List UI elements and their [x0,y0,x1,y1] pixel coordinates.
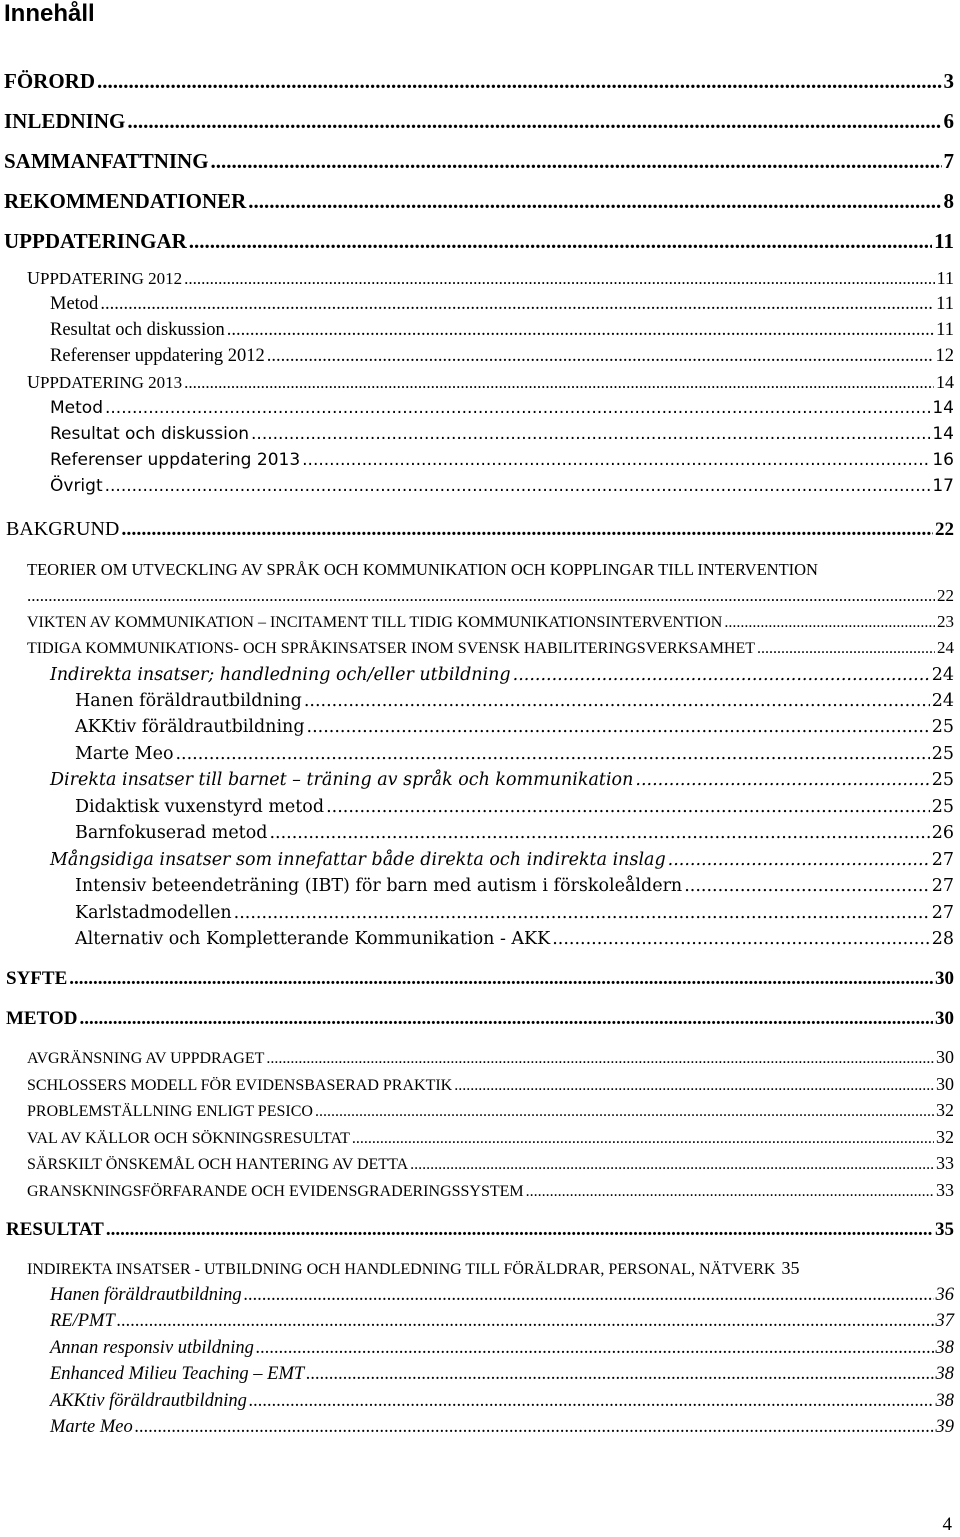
toc-leader [121,518,933,541]
toc-entry-uppdatering-2012[interactable] [27,268,954,289]
toc-label: VIKTEN AV KOMMUNIKATION – INCITAMENT TILL TIDIG KOMMUNIKATIONSINTERVENTION [27,614,723,631]
toc-label: UPPDATERING 2013 [27,372,183,392]
toc-leader [326,797,930,817]
toc-entry-uppdateringar[interactable] [4,229,954,254]
toc-entry-2013-metod[interactable] [50,398,954,418]
toc-leader [117,1311,934,1332]
toc-entry-akktiv-2[interactable] [50,1391,954,1412]
toc-label: Hanen föräldrautbildning [50,1285,242,1305]
toc-label: Karlstadmodellen [75,903,232,923]
toc-label: Intensiv beteendeträning (IBT) för barn med autism i förskoleåldern [75,876,683,896]
toc-page: 32 [936,1127,954,1147]
toc-label: TIDIGA KOMMUNIKATIONS- OCH SPRÅKINSATSER INOM SVENSK HABILITERINGSVERKSAMHET [27,640,756,657]
toc-page: 27 [931,850,954,870]
toc-entry-2013-referenser[interactable] [50,450,954,470]
toc-leader [127,109,941,134]
toc-entry-teorier[interactable] [27,586,954,606]
toc-leader [79,1008,933,1030]
toc-page: 25 [931,717,954,737]
toc-entry-akk[interactable] [75,929,954,949]
toc-leader [251,424,930,444]
toc-leader [668,850,930,870]
toc-leader [184,269,935,289]
toc-label: SÄRSKILT ÖNSKEMÅL OCH HANTERING AV DETTA [27,1156,409,1173]
toc-entry-problemstallning[interactable] [27,1100,954,1121]
toc-leader [526,1183,934,1201]
toc-page: 11 [934,229,954,253]
toc-page: 39 [935,1417,954,1437]
toc-label: BAKGRUND [6,518,120,540]
toc-label: AKKtiv föräldrautbildning [75,717,305,737]
toc-label: PROBLEMSTÄLLNING ENLIGT PESICO [27,1103,313,1120]
toc-entry-indirekta[interactable] [50,665,954,685]
toc-page: 38 [935,1338,954,1358]
toc-leader [552,929,930,949]
toc-leader [315,1103,934,1121]
toc-label-teorier: TEORIER OM UTVECKLING AV SPRÅK OCH KOMMUNIKATION OCH KOPPLINGAR TILL INTERVENTION [27,560,818,579]
toc-entry-granskning[interactable] [27,1180,954,1201]
toc-page: 6 [943,109,954,133]
toc-entry-sammanfattning[interactable] [4,149,954,174]
toc-label: Resultat och diskussion [50,320,225,340]
toc-label: UPPDATERING 2012 [27,268,183,288]
toc-entry-metod[interactable] [6,1008,954,1030]
toc-entry-karlstad[interactable] [75,903,954,923]
toc-entry-inledning[interactable] [4,109,954,134]
toc-entry-hanen-2[interactable] [50,1285,954,1306]
toc-page: 16 [932,450,954,470]
toc-label: Metod [50,398,103,418]
toc-page: 25 [931,797,954,817]
toc-entry-didaktisk[interactable] [75,797,954,817]
toc-leader [249,1391,934,1412]
toc-page: 14 [936,372,954,392]
toc-leader [211,149,942,174]
toc-page: 24 [937,638,954,657]
toc-label: Indirekta insatser; handledning och/eller utbildning [50,665,511,685]
toc-leader [184,373,934,393]
toc-label: SAMMANFATTNING [4,149,209,173]
toc-entry-indirekta-insatser[interactable] [27,1258,954,1279]
toc-leader [724,614,935,632]
toc-page: 35 [935,1219,954,1240]
toc-entry-annan-responsiv[interactable] [50,1338,954,1359]
toc-entry-2012-resultat[interactable] [50,320,954,341]
toc-leader [105,398,930,418]
toc-page: 25 [931,744,954,764]
toc-label: REKOMMENDATIONER [4,189,247,213]
toc-entry-tidiga[interactable] [27,638,954,658]
toc-leader [513,665,930,685]
toc-label: Alternativ och Kompletterande Kommunikation - AKK [75,929,551,949]
toc-entry-avgransning[interactable] [27,1047,954,1068]
toc-page: 30 [936,1047,954,1067]
toc-page: 38 [935,1364,954,1384]
toc-label: UPPDATERINGAR [4,229,187,253]
toc-entry-barnfokuserad[interactable] [75,823,954,843]
toc-label: VAL AV KÄLLOR OCH SÖKNINGSRESULTAT [27,1130,350,1147]
toc-page: 35 [781,1258,800,1278]
toc-label: Direkta insatser till barnet – träning av språk och kommunikation [50,770,634,790]
toc-leader [69,968,933,990]
toc-page: 37 [935,1311,954,1331]
toc-leader [304,691,930,711]
toc-label: AKKtiv föräldrautbildning [50,1391,247,1411]
toc-page: 22 [937,586,954,605]
toc-entry-2012-metod[interactable] [50,294,954,315]
toc-label: GRANSKNINGSFÖRFARANDE OCH EVIDENSGRADERINGSSYSTEM [27,1183,524,1200]
toc-label: SCHLOSSERS MODELL FÖR EVIDENSBASERAD PRAKTIK [27,1077,453,1094]
toc-page: 33 [936,1153,954,1173]
toc-label: Enhanced Milieu Teaching – EMT [50,1364,305,1384]
toc-leader [266,1050,934,1068]
toc-page: 14 [932,424,954,444]
toc-label: RE/PMT [50,1311,115,1331]
toc-entry-mangsidiga[interactable] [50,850,954,870]
toc-entry-hanen[interactable] [75,691,954,711]
toc-page: 22 [935,519,954,540]
toc-page: 25 [931,770,954,790]
toc-leader [189,229,932,254]
toc-page: 32 [936,1100,954,1120]
toc-leader [105,476,931,496]
toc-label: METOD [6,1008,78,1029]
toc-entry-2013-ovrigt[interactable] [50,476,954,496]
toc-label: INDIREKTA INSATSER - UTBILDNING OCH HANDLEDNING TILL FÖRÄLDRAR, PERSONAL, NÄTVERK [27,1261,776,1278]
toc-leader [227,320,934,341]
toc-label: FÖRORD [4,69,95,93]
toc-page: 30 [936,1074,954,1094]
toc-leader [267,346,934,367]
toc-leader [135,1417,934,1438]
toc-page: 14 [932,398,954,418]
toc-leader [684,876,930,896]
toc-label: AVGRÄNSNING AV UPPDRAGET [27,1050,265,1067]
toc-leader [352,1130,934,1148]
page-title: Innehåll [4,0,95,27]
toc-label: Hanen föräldrautbildning [75,691,302,711]
toc-page: 12 [935,346,954,366]
toc-label: Metod [50,294,99,314]
toc-page: 24 [931,691,954,711]
toc-page: 7 [943,149,954,173]
toc-entry-vikten[interactable] [27,612,954,632]
toc-label: Referenser uppdatering 2013 [50,450,301,470]
toc-leader [269,823,929,843]
toc-page: 23 [937,612,954,631]
toc-entry-syfte[interactable] [6,968,954,990]
toc-entry-akktiv[interactable] [75,717,954,737]
toc-page: 36 [935,1285,954,1305]
toc-entry-ibt[interactable] [75,876,954,896]
toc-entry-uppdatering-2013[interactable] [27,372,954,393]
toc-label: Barnfokuserad metod [75,823,268,843]
toc-entry-sarskilt[interactable] [27,1153,954,1174]
toc-entry-rekommendationer[interactable] [4,189,954,214]
toc-leader [307,717,930,737]
toc-entry-re-pmt[interactable] [50,1311,954,1332]
toc-page: 24 [931,665,954,685]
page-number: 4 [942,1514,952,1535]
toc-page: 33 [936,1180,954,1200]
toc-label: Didaktisk vuxenstyrd metod [75,797,325,817]
toc-label: Annan responsiv utbildning [50,1338,254,1358]
toc-leader [635,770,929,790]
toc-page: 26 [931,823,954,843]
toc-leader [248,189,941,214]
toc-leader [256,1338,934,1359]
toc-leader [410,1156,934,1174]
toc-page: 30 [935,968,954,989]
toc-leader [757,640,935,658]
toc-label: Resultat och diskussion [50,424,250,444]
toc-label: Övrigt [50,476,103,496]
toc-entry-2012-referenser[interactable] [50,346,954,367]
toc-entry-marte-meo-2[interactable] [50,1417,954,1438]
toc-page: 27 [931,903,954,923]
toc-leader [27,586,935,606]
toc-page: 38 [935,1391,954,1411]
toc-entry-schlossers[interactable] [27,1074,954,1095]
toc-label: Marte Meo [50,1417,133,1437]
toc-label: INLEDNING [4,109,126,133]
toc-leader [234,903,930,923]
toc-label: RESULTAT [6,1219,104,1240]
toc-entry-resultat[interactable] [6,1219,954,1241]
toc-entry-2013-resultat[interactable] [50,424,954,444]
toc-page: 11 [936,294,954,314]
toc-page: 27 [931,876,954,896]
toc-page: 17 [932,476,954,496]
toc-entry-direkta[interactable] [50,770,954,790]
toc-leader [100,294,934,315]
toc-entry-marte-meo[interactable] [75,744,954,764]
toc-entry-val-av-kallor[interactable] [27,1127,954,1148]
toc-label: Mångsidiga insatser som innefattar både direkta och indirekta inslag [50,850,666,870]
toc-leader [106,1219,933,1241]
toc-leader [302,450,930,470]
toc-page: 11 [936,320,954,340]
toc-entry-bakgrund[interactable] [6,518,954,541]
toc-entry-emt[interactable] [50,1364,954,1385]
toc-page: 3 [943,69,954,93]
toc-leader [306,1364,933,1385]
toc-leader [175,744,929,764]
toc-page: 28 [931,929,954,949]
toc-page: 30 [935,1008,954,1029]
toc-page: 8 [943,189,954,213]
toc-entry-foerord[interactable] [4,69,954,94]
toc-page: 11 [936,268,954,288]
toc-leader [244,1285,934,1306]
toc-label: Marte Meo [75,744,174,764]
toc-leader [454,1077,934,1095]
toc-label: Referenser uppdatering 2012 [50,346,265,366]
toc-label: SYFTE [6,968,68,989]
toc-leader [97,69,942,94]
